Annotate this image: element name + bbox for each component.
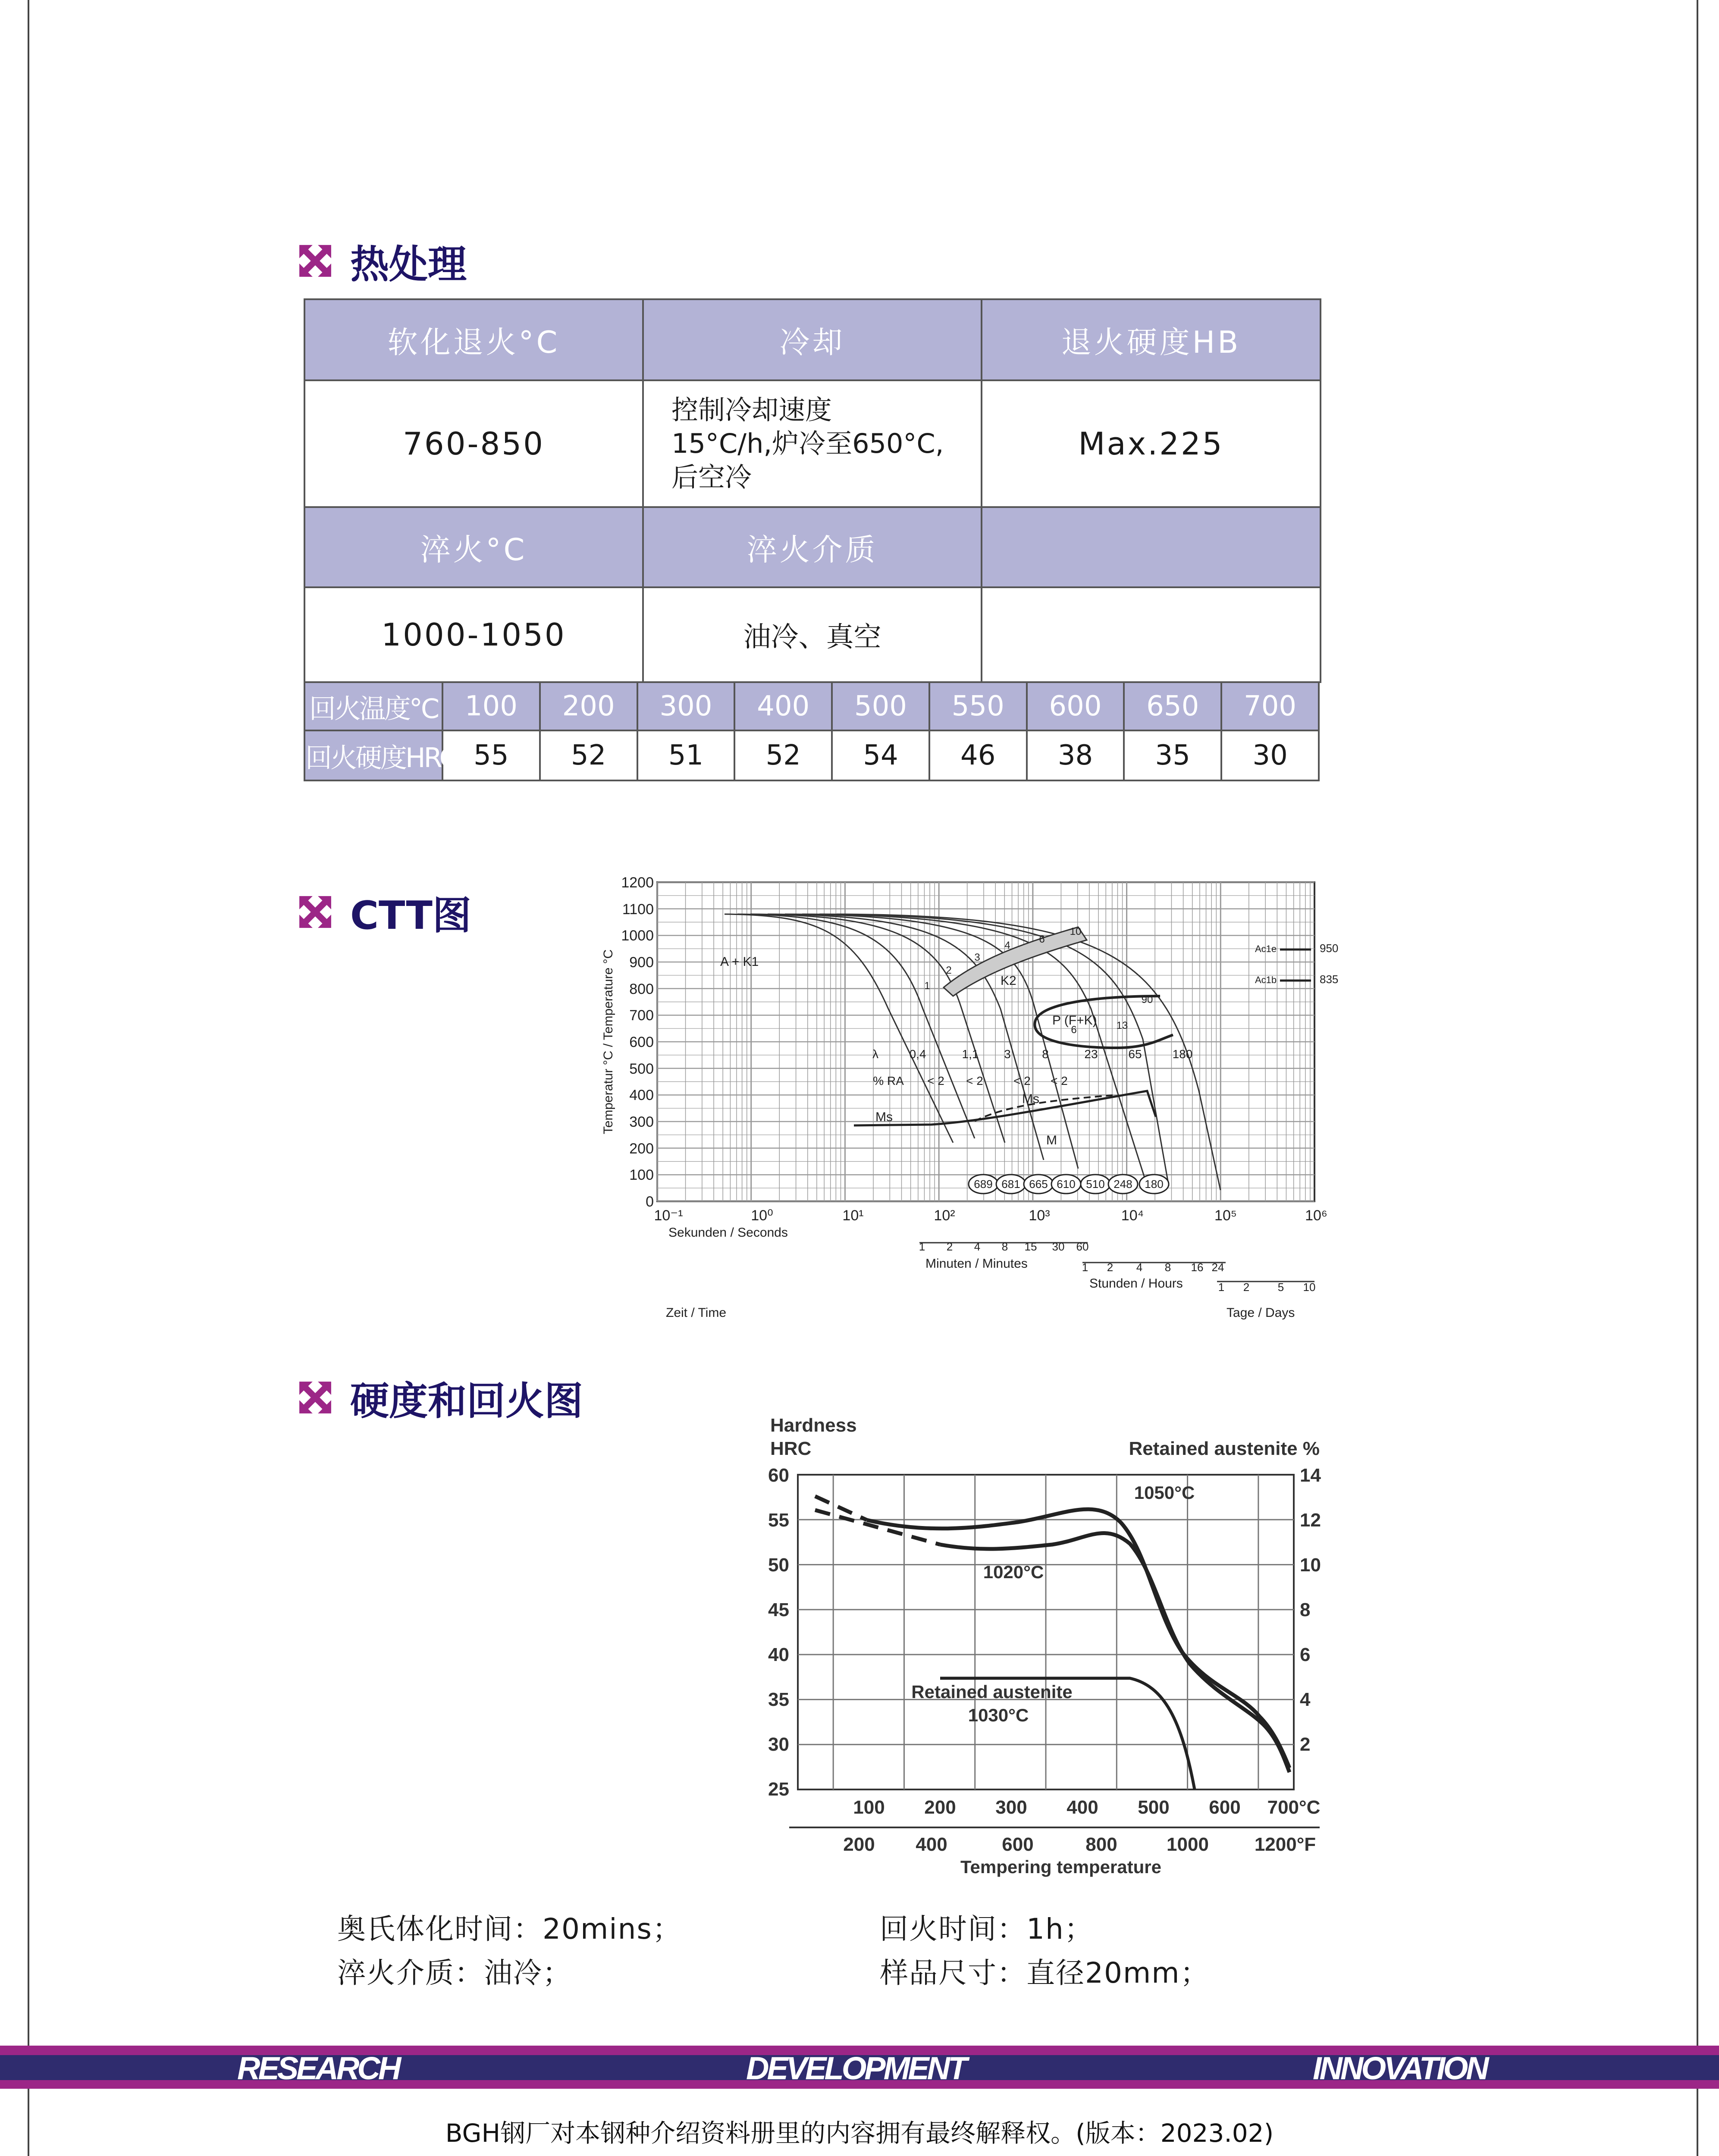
ctt-hour-tick: 2	[1107, 1261, 1114, 1274]
ctt-days-ticks	[1218, 1281, 1316, 1294]
hardness-xtick-f: 1200°F	[1254, 1834, 1316, 1855]
ctt-p-number: 6	[1071, 1024, 1077, 1036]
ctt-ra: < 2	[966, 1074, 983, 1087]
temper-hrc-cell: 55	[442, 730, 540, 780]
ctt-lambda: 3	[1004, 1047, 1011, 1061]
hardness-xtick-c: 600	[1209, 1797, 1241, 1818]
empty-value-cell	[982, 587, 1321, 682]
temper-hrc-cell: 30	[1221, 730, 1319, 780]
tempering-table	[304, 681, 1320, 781]
temper-hrc-cell: 52	[540, 730, 637, 780]
temper-temp-cell: 200	[540, 682, 637, 730]
ctt-ra: < 2	[1013, 1074, 1031, 1087]
ctt-day-tick: 5	[1277, 1281, 1284, 1294]
ctt-ytick: 500	[629, 1061, 654, 1077]
quench-temp-header: 淬火°C	[304, 507, 643, 587]
ctt-lambda: 0,4	[909, 1047, 926, 1061]
ctt-day-tick: 10	[1303, 1281, 1316, 1294]
empty-header-cell	[982, 507, 1321, 587]
cooling-header: 冷却	[643, 299, 982, 380]
ctt-time-label: Zeit / Time	[666, 1306, 727, 1320]
quench-medium-value: 油冷、真空	[643, 587, 982, 682]
ctt-minute-tick: 30	[1052, 1240, 1065, 1253]
temper-temp-cell: 100	[442, 682, 540, 730]
hardness-ylabel-l1: Hardness	[770, 1415, 857, 1436]
ctt-hardness-value: 510	[1086, 1178, 1105, 1191]
hardness-ytick-right: 14	[1300, 1465, 1321, 1486]
note-austenitizing-time: 奥氏体化时间：20mins；	[337, 1912, 682, 1946]
anneal-hardness-value: Max.225	[982, 380, 1321, 507]
ctt-lambda: 180	[1172, 1047, 1193, 1061]
label-1020: 1020°C	[983, 1562, 1044, 1582]
ctt-ytick: 900	[629, 954, 654, 971]
hardness-ytick-right: 6	[1300, 1644, 1311, 1665]
band-research: RESEARCH	[237, 2050, 399, 2086]
temper-hrc-cell: 38	[1027, 730, 1124, 780]
note-quench-medium: 淬火介质：油冷；	[337, 1956, 572, 1990]
temper-hrc-cell: 52	[734, 730, 832, 780]
ctt-ytick: 300	[629, 1114, 654, 1130]
ctt-curve-number: 2	[946, 965, 952, 976]
ctt-hardness-value: 610	[1057, 1178, 1076, 1191]
ctt-hardness-value: 180	[1145, 1178, 1164, 1191]
ctt-ytick: 1000	[621, 928, 654, 944]
ctt-ytick: 0	[646, 1194, 654, 1210]
hardness-ytick-left: 60	[768, 1465, 789, 1486]
temper-temp-cell: 300	[637, 682, 735, 730]
note-tempering-time: 回火时间：1h；	[880, 1912, 1094, 1946]
temper-temp-row	[304, 682, 1319, 730]
ctt-minute-tick: 4	[974, 1240, 981, 1253]
cross-arrows-icon	[298, 1380, 333, 1415]
temper-hrc-cell: 46	[929, 730, 1027, 780]
ctt-xtick: 10¹	[842, 1207, 864, 1224]
hardness-ylabel-l2: HRC	[770, 1438, 812, 1459]
ctt-minute-tick: 1	[919, 1240, 925, 1253]
ctt-lambda: 1,1	[962, 1047, 979, 1061]
temper-temp-cell: 650	[1124, 682, 1221, 730]
ctt-hours-label: Stunden / Hours	[1089, 1276, 1183, 1291]
ctt-minute-tick: 15	[1024, 1240, 1037, 1253]
ctt-hour-tick: 8	[1164, 1261, 1171, 1274]
hardness-x-label: Tempering temperature	[960, 1857, 1161, 1877]
ctt-ac1e-label: Ac1e	[1255, 943, 1277, 954]
ctt-minute-tick: 2	[946, 1240, 953, 1253]
temper-hrc-cell: 35	[1124, 730, 1221, 780]
ctt-p-number: 90	[1141, 994, 1153, 1006]
temper-temp-cell: 500	[832, 682, 929, 730]
ctt-hour-tick: 24	[1211, 1261, 1224, 1274]
ctt-lambda: 23	[1084, 1047, 1098, 1061]
hardness-xtick-f: 1000	[1167, 1834, 1209, 1855]
cooling-value	[643, 380, 982, 507]
ctt-hour-tick: 4	[1136, 1261, 1143, 1274]
footer-disclaimer: BGH钢厂对本钢种介绍资料册里的内容拥有最终解释权。(版本：2023.02)	[445, 2118, 1274, 2148]
ctt-ac1b-label: Ac1b	[1255, 975, 1277, 985]
ctt-hardness-value: 689	[974, 1178, 993, 1191]
ctt-hardness-value: 665	[1029, 1178, 1048, 1191]
hardness-ytick-right: 12	[1300, 1510, 1321, 1531]
ctt-p-number: 13	[1116, 1020, 1128, 1031]
hardness-xtick-c: 300	[995, 1797, 1027, 1818]
ctt-m-label: M	[1046, 1133, 1057, 1147]
temper-hrc-row	[304, 730, 1319, 780]
hardness-ytick-left: 45	[768, 1599, 789, 1620]
heat-treatment-table	[304, 298, 1321, 683]
ctt-ra: % RA	[873, 1074, 904, 1087]
temper-temp-label: 回火温度°C	[304, 682, 442, 730]
ctt-x-ticks	[654, 1207, 1327, 1224]
hardness-x-ticks-f	[843, 1834, 1316, 1855]
quench-medium-header: 淬火介质	[643, 507, 982, 587]
ctt-day-tick: 2	[1243, 1281, 1250, 1294]
ctt-ra: < 2	[1051, 1074, 1068, 1087]
ctt-lambda: 65	[1128, 1047, 1142, 1061]
ctt-ac1e-value: 950	[1320, 942, 1339, 955]
ctt-seconds-label: Sekunden / Seconds	[668, 1225, 788, 1240]
ctt-ytick: 1200	[621, 874, 654, 891]
ctt-y-ticks	[621, 874, 654, 1210]
temper-temp-cell: 600	[1027, 682, 1124, 730]
ctt-ac1b-value: 835	[1320, 973, 1339, 986]
temper-hrc-cell: 51	[637, 730, 735, 780]
cooling-line-2: 15°C/h,炉冷至650°C,	[671, 428, 944, 459]
hardness-axis-titles	[770, 1415, 1320, 1459]
hardness-ytick-right: 2	[1300, 1734, 1311, 1755]
cross-arrows-icon	[298, 243, 333, 279]
ctt-ytick: 800	[629, 981, 654, 997]
hardness-xtick-c: 400	[1067, 1797, 1098, 1818]
label-ra-line2: 1030°C	[968, 1705, 1029, 1725]
hardness-ytick-left: 35	[768, 1689, 789, 1710]
temper-temp-cell: 550	[929, 682, 1027, 730]
ctt-xtick: 10²	[934, 1207, 955, 1224]
hardness-xtick-f: 400	[916, 1834, 947, 1855]
ctt-ytick: 100	[629, 1167, 654, 1183]
heat-treatment-heading	[298, 233, 467, 289]
hardness-ytick-left: 55	[768, 1510, 789, 1531]
band-development: DEVELOPMENT	[746, 2050, 966, 2086]
ctt-day-tick: 1	[1218, 1281, 1225, 1294]
ctt-heading	[298, 884, 471, 940]
ctt-curve-number: 1	[924, 980, 930, 992]
label-1050: 1050°C	[1134, 1482, 1195, 1503]
ctt-curve-number: 3	[974, 952, 980, 963]
cooling-line-1: 控制冷却速度	[671, 394, 832, 426]
ctt-hour-tick: 1	[1082, 1261, 1088, 1274]
ctt-y-axis-label: Temperatur °C / Temperature °C	[601, 949, 615, 1134]
ctt-xtick: 10⁻¹	[654, 1207, 683, 1224]
ctt-xtick: 10⁶	[1305, 1207, 1327, 1224]
temper-hrc-cell: 54	[832, 730, 929, 780]
ctt-lambda: 8	[1042, 1047, 1049, 1061]
ctt-minutes-label: Minuten / Minutes	[925, 1257, 1028, 1271]
ctt-curve-number: 4	[1004, 940, 1010, 951]
ctt-region-p: P (F+K)	[1052, 1013, 1097, 1028]
hardness-xtick-c: 200	[924, 1797, 956, 1818]
anneal-hardness-header: 退火硬度HB	[982, 299, 1321, 380]
quench-temp-value: 1000-1050	[304, 587, 643, 682]
ctt-days-label: Tage / Days	[1227, 1306, 1295, 1320]
ctt-ytick: 700	[629, 1007, 654, 1024]
hardness-ytick-right: 4	[1300, 1689, 1311, 1710]
hardness-xtick-f: 600	[1002, 1834, 1034, 1855]
hardness-ytick-right: 8	[1300, 1599, 1311, 1620]
soft-anneal-header: 软化退火°C	[304, 299, 643, 380]
ctt-ytick: 600	[629, 1034, 654, 1050]
ctt-xtick: 10⁴	[1121, 1207, 1144, 1224]
ctt-ms-mid: Ms	[1022, 1092, 1039, 1106]
hardness-xtick-c: 100	[853, 1797, 885, 1818]
cooling-line-3: 后空冷	[671, 461, 752, 493]
hardness-left-ticks	[768, 1465, 789, 1800]
cross-arrows-icon	[298, 894, 333, 930]
ctt-title: CTT图	[350, 893, 471, 938]
ctt-lambda: λ	[872, 1047, 878, 1061]
hardness-title: 硬度和回火图	[350, 1379, 583, 1424]
ctt-xtick: 10⁵	[1214, 1207, 1237, 1224]
ctt-ra: < 2	[927, 1074, 944, 1087]
label-ra-line1: Retained austenite	[911, 1682, 1073, 1702]
hardness-ytick-left: 40	[768, 1644, 789, 1665]
ctt-hardness-value: 248	[1114, 1178, 1132, 1191]
ctt-ytick: 1100	[622, 901, 654, 918]
heat-treatment-title: 热处理	[350, 242, 467, 287]
hardness-xtick-c: 700°C	[1267, 1797, 1321, 1818]
ctt-minute-tick: 60	[1076, 1240, 1089, 1253]
hardness-ylabel-right: Retained austenite %	[1129, 1438, 1320, 1459]
hardness-ytick-left: 25	[768, 1779, 789, 1800]
temper-temp-cell: 700	[1221, 682, 1319, 730]
ctt-ytick: 200	[629, 1141, 654, 1157]
ctt-ytick: 400	[629, 1087, 654, 1103]
ctt-region-a: A + K1	[720, 955, 759, 969]
temper-temp-cell: 400	[734, 682, 832, 730]
ctt-xtick: 10⁰	[751, 1207, 773, 1224]
hardness-xtick-f: 800	[1085, 1834, 1117, 1855]
ctt-curve-number: 10	[1070, 926, 1082, 937]
ctt-hour-tick: 16	[1191, 1261, 1204, 1274]
ctt-hardness-value: 681	[1001, 1178, 1020, 1191]
band-innovation: INNOVATION	[1313, 2050, 1487, 2086]
temper-hrc-label: 回火硬度HRC	[304, 730, 442, 780]
hardness-ytick-left: 50	[768, 1554, 789, 1576]
hardness-heading	[298, 1369, 583, 1426]
note-sample-size: 样品尺寸：直径20mm；	[880, 1956, 1210, 1990]
hardness-ytick-right: 10	[1300, 1554, 1321, 1576]
ctt-region-k2: K2	[1001, 974, 1016, 988]
ctt-diagram	[595, 867, 1354, 1332]
hardness-ytick-left: 30	[768, 1734, 789, 1755]
ctt-xtick: 10³	[1029, 1207, 1050, 1224]
hardness-x-ticks-c	[853, 1797, 1320, 1818]
ctt-ms-left: Ms	[875, 1110, 893, 1124]
ctt-minute-tick: 8	[1001, 1240, 1008, 1253]
hardness-xtick-c: 500	[1138, 1797, 1170, 1818]
soft-anneal-value: 760-850	[304, 380, 643, 507]
hardness-right-ticks	[1300, 1465, 1321, 1755]
hardness-tempering-chart	[759, 1410, 1337, 1884]
ctt-curve-number: 6	[1039, 934, 1045, 945]
hardness-xtick-f: 200	[843, 1834, 875, 1855]
